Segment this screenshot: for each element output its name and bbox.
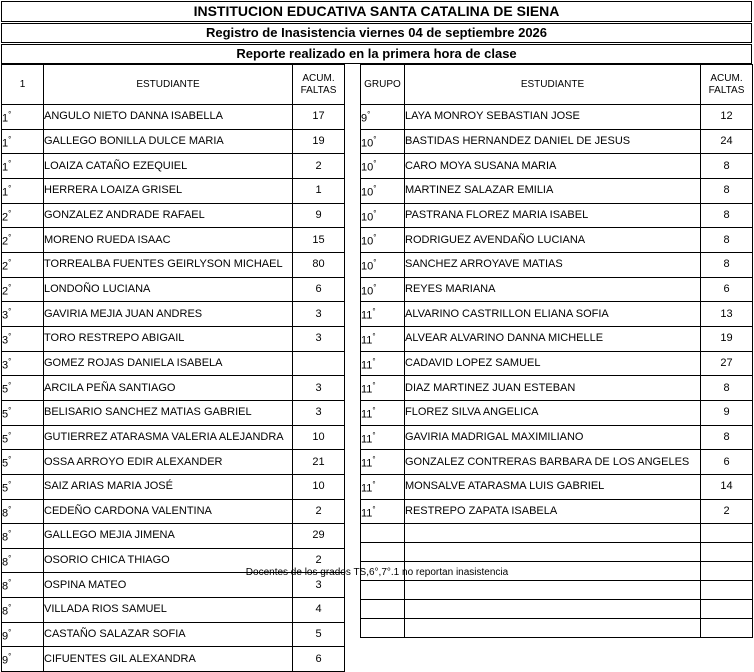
grade-cell xyxy=(2,647,44,672)
faltas-count-cell: 8 xyxy=(701,376,753,401)
table-row xyxy=(361,154,753,179)
student-name-cell: MONSALVE ATARASMA LUIS GABRIEL xyxy=(405,474,701,499)
faltas-count-cell: 9 xyxy=(701,400,753,425)
faltas-count-cell: 19 xyxy=(293,129,345,154)
student-name-cell: HERRERA LOAIZA GRISEL xyxy=(44,178,293,203)
student-name-cell: REYES MARIANA xyxy=(405,277,701,302)
faltas-count-cell: 6 xyxy=(701,450,753,475)
degree-symbol: ° xyxy=(8,159,12,169)
student-name-cell: SANCHEZ ARROYAVE MATIAS xyxy=(405,252,701,277)
faltas-count-cell: 15 xyxy=(293,228,345,253)
student-name-cell: GAVIRIA MADRIGAL MAXIMILIANO xyxy=(405,425,701,450)
table-row xyxy=(2,376,345,401)
student-name-cell: LOAIZA CATAÑO EZEQUIEL xyxy=(44,154,293,179)
grade-cell xyxy=(361,203,405,228)
faltas-count-cell: 10 xyxy=(293,425,345,450)
table-row xyxy=(2,647,345,672)
faltas-count-cell: 6 xyxy=(293,647,345,672)
table-row xyxy=(361,581,753,600)
faltas-count-cell: 12 xyxy=(701,105,753,130)
degree-symbol: ° xyxy=(8,627,12,637)
faltas-count-cell xyxy=(701,600,753,619)
student-name-cell xyxy=(405,543,701,562)
degree-symbol: ° xyxy=(373,257,377,267)
table-row xyxy=(2,129,345,154)
table-row xyxy=(361,524,753,543)
faltas-count-cell xyxy=(701,619,753,638)
grade-number: 9 xyxy=(2,655,9,668)
degree-symbol: ° xyxy=(372,430,376,440)
faltas-column-header: ACUM. FALTAS xyxy=(293,65,345,105)
student-name-cell: GONZALEZ ANDRADE RAFAEL xyxy=(44,203,293,228)
faltas-count-cell xyxy=(701,581,753,600)
grade-number: 5 xyxy=(2,433,9,446)
student-name-cell: TORO RESTREPO ABIGAIL xyxy=(44,326,293,351)
table-row xyxy=(361,277,753,302)
faltas-count-cell: 2 xyxy=(701,499,753,524)
table-row xyxy=(2,400,345,425)
grade-number: 10 xyxy=(361,235,374,248)
student-name-cell: VILLADA RIOS SAMUEL xyxy=(44,598,293,623)
faltas-count-cell: 8 xyxy=(701,252,753,277)
degree-symbol: ° xyxy=(372,455,376,465)
footer-note: Docentes de los grados TS,6°,7°.1 no reportan inasistencia xyxy=(245,567,509,578)
grade-cell xyxy=(361,600,405,619)
table-row xyxy=(2,178,345,203)
grade-cell xyxy=(2,524,44,549)
table-row xyxy=(2,622,345,647)
student-name-cell: CARO MOYA SUSANA MARIA xyxy=(405,154,701,179)
grade-cell xyxy=(2,326,44,351)
faltas-count-cell xyxy=(293,351,345,376)
degree-symbol: ° xyxy=(8,208,12,218)
grade-cell xyxy=(2,129,44,154)
faltas-count-cell: 8 xyxy=(701,203,753,228)
degree-symbol: ° xyxy=(8,529,12,539)
degree-symbol: ° xyxy=(8,331,12,341)
grade-number: 8 xyxy=(2,556,9,569)
faltas-count-cell: 8 xyxy=(701,228,753,253)
table-row xyxy=(361,543,753,562)
right-attendance-table xyxy=(360,64,753,638)
grade-number: 11 xyxy=(361,507,373,520)
student-name-cell: BELISARIO SANCHEZ MATIAS GABRIEL xyxy=(44,400,293,425)
degree-symbol: ° xyxy=(8,405,12,415)
grade-number: 8 xyxy=(2,531,9,544)
report-note: Reporte realizado en la primera hora de clase xyxy=(1,44,752,64)
grade-cell xyxy=(2,302,44,327)
grade-cell xyxy=(2,228,44,253)
table-row xyxy=(2,598,345,623)
grade-cell xyxy=(361,499,405,524)
table-row xyxy=(2,252,345,277)
faltas-count-cell: 1 xyxy=(293,178,345,203)
degree-symbol: ° xyxy=(8,430,12,440)
student-name-cell: CASTAÑO SALAZAR SOFIA xyxy=(44,622,293,647)
faltas-count-cell: 27 xyxy=(701,351,753,376)
grade-number: 5 xyxy=(2,457,9,470)
grade-cell xyxy=(361,105,405,130)
table-row xyxy=(2,154,345,179)
student-name-cell: DIAZ MARTINEZ JUAN ESTEBAN xyxy=(405,376,701,401)
degree-symbol: ° xyxy=(8,455,12,465)
degree-symbol: ° xyxy=(8,381,12,391)
degree-symbol: ° xyxy=(372,504,376,514)
student-column-header: ESTUDIANTE xyxy=(44,65,293,105)
student-name-cell: BASTIDAS HERNANDEZ DANIEL DE JESUS xyxy=(405,129,701,154)
degree-symbol: ° xyxy=(373,159,377,169)
faltas-count-cell: 2 xyxy=(293,548,345,573)
table-row xyxy=(361,203,753,228)
degree-symbol: ° xyxy=(373,282,377,292)
degree-symbol: ° xyxy=(8,356,12,366)
grade-cell xyxy=(361,524,405,543)
student-name-cell: ARCILA PEÑA SANTIAGO xyxy=(44,376,293,401)
faltas-column-header: ACUM. FALTAS xyxy=(701,65,753,105)
table-row xyxy=(361,351,753,376)
degree-symbol: ° xyxy=(373,208,377,218)
grade-cell xyxy=(2,252,44,277)
grade-number: 1 xyxy=(2,186,9,199)
student-name-cell: MORENO RUEDA ISAAC xyxy=(44,228,293,253)
table-row xyxy=(2,351,345,376)
table-row xyxy=(361,619,753,638)
faltas-count-cell: 13 xyxy=(701,302,753,327)
degree-symbol: ° xyxy=(367,110,371,119)
faltas-count-cell: 17 xyxy=(293,105,345,130)
table-header-row xyxy=(361,65,753,105)
faltas-count-cell: 3 xyxy=(293,376,345,401)
grade-cell xyxy=(2,154,44,179)
grade-cell xyxy=(361,474,405,499)
faltas-count-cell: 80 xyxy=(293,252,345,277)
faltas-count-cell: 19 xyxy=(701,326,753,351)
student-name-cell: CEDEÑO CARDONA VALENTINA xyxy=(44,499,293,524)
degree-symbol: ° xyxy=(8,257,12,267)
faltas-count-cell: 8 xyxy=(701,425,753,450)
student-name-cell: TORREALBA FUENTES GEIRLYSON MICHAEL xyxy=(44,252,293,277)
table-row xyxy=(2,326,345,351)
faltas-count-cell: 6 xyxy=(293,277,345,302)
grade-number: 11 xyxy=(361,408,373,421)
grade-cell xyxy=(2,499,44,524)
grade-cell xyxy=(361,400,405,425)
grade-cell xyxy=(2,598,44,623)
grade-cell xyxy=(2,203,44,228)
grade-number: 11 xyxy=(361,359,373,372)
table-row xyxy=(2,105,345,130)
degree-symbol: ° xyxy=(8,652,12,662)
grade-cell xyxy=(361,425,405,450)
faltas-count-cell: 3 xyxy=(293,573,345,598)
grade-number: 8 xyxy=(2,507,9,520)
faltas-count-cell: 3 xyxy=(293,400,345,425)
faltas-count-cell xyxy=(701,524,753,543)
student-name-cell: OSSA ARROYO EDIR ALEXANDER xyxy=(44,450,293,475)
student-name-cell xyxy=(405,600,701,619)
grade-number: 2 xyxy=(2,260,9,273)
student-name-cell: CIFUENTES GIL ALEXANDRA xyxy=(44,647,293,672)
grade-number: 10 xyxy=(361,161,374,174)
register-subtitle: Registro de Inasistencia viernes 04 de septiembre 2026 xyxy=(1,23,752,43)
grade-cell xyxy=(2,376,44,401)
grade-cell xyxy=(2,178,44,203)
grade-cell xyxy=(2,400,44,425)
group-column-header: 1 xyxy=(2,65,44,105)
grade-number: 10 xyxy=(361,211,374,224)
grade-number: 5 xyxy=(2,383,9,396)
student-name-cell: LAYA MONROY SEBASTIAN JOSE xyxy=(405,105,701,130)
table-row xyxy=(361,252,753,277)
grade-number: 10 xyxy=(361,137,374,150)
grade-number: 10 xyxy=(361,260,374,273)
grade-number: 1 xyxy=(2,137,9,150)
grade-cell xyxy=(2,622,44,647)
faltas-count-cell: 2 xyxy=(293,154,345,179)
grade-number: 8 xyxy=(2,605,9,618)
student-name-cell: GONZALEZ CONTRERAS BARBARA DE LOS ANGELES xyxy=(405,450,701,475)
grade-number: 2 xyxy=(2,285,9,298)
grade-cell xyxy=(2,105,44,130)
table-row xyxy=(361,474,753,499)
table-row xyxy=(2,474,345,499)
student-name-cell: LONDOÑO LUCIANA xyxy=(44,277,293,302)
grade-number: 8 xyxy=(2,581,9,594)
faltas-count-cell xyxy=(701,543,753,562)
faltas-count-cell: 10 xyxy=(293,474,345,499)
table-row xyxy=(361,400,753,425)
grade-cell xyxy=(2,450,44,475)
grade-cell xyxy=(361,543,405,562)
student-name-cell: OSORIO CHICA THIAGO xyxy=(44,548,293,573)
grade-cell xyxy=(361,326,405,351)
grade-cell xyxy=(2,474,44,499)
table-row xyxy=(2,524,345,549)
grade-number: 10 xyxy=(361,285,374,298)
grade-number: 11 xyxy=(361,457,373,470)
faltas-count-cell: 29 xyxy=(293,524,345,549)
faltas-count-cell: 5 xyxy=(293,622,345,647)
grade-cell xyxy=(2,425,44,450)
student-name-cell: RODRIGUEZ AVENDAÑO LUCIANA xyxy=(405,228,701,253)
faltas-count-cell: 3 xyxy=(293,326,345,351)
student-name-cell: GALLEGO MEJIA JIMENA xyxy=(44,524,293,549)
table-row xyxy=(361,376,753,401)
grade-cell xyxy=(361,619,405,638)
grade-number: 1 xyxy=(2,161,9,174)
grade-cell xyxy=(2,277,44,302)
student-name-cell: GAVIRIA MEJIA JUAN ANDRES xyxy=(44,302,293,327)
table-row xyxy=(2,203,345,228)
grade-cell xyxy=(361,178,405,203)
table-row xyxy=(2,499,345,524)
grade-number: 11 xyxy=(361,334,373,347)
table-row xyxy=(361,425,753,450)
grade-number: 5 xyxy=(2,408,9,421)
student-name-cell: RESTREPO ZAPATA ISABELA xyxy=(405,499,701,524)
faltas-count-cell: 6 xyxy=(701,277,753,302)
student-name-cell: GOMEZ ROJAS DANIELA ISABELA xyxy=(44,351,293,376)
grade-cell xyxy=(2,351,44,376)
table-row xyxy=(361,228,753,253)
grade-number: 1 xyxy=(2,112,9,125)
student-name-cell: FLOREZ SILVA ANGELICA xyxy=(405,400,701,425)
grade-number: 10 xyxy=(361,186,374,199)
student-name-cell: ALVARINO CASTRILLON ELIANA SOFIA xyxy=(405,302,701,327)
degree-symbol: ° xyxy=(8,504,12,514)
degree-symbol: ° xyxy=(8,603,12,613)
degree-symbol: ° xyxy=(8,134,12,144)
degree-symbol: ° xyxy=(373,183,377,193)
table-row xyxy=(2,228,345,253)
degree-symbol: ° xyxy=(8,282,12,292)
faltas-count-cell: 4 xyxy=(293,598,345,623)
grade-number: 11 xyxy=(361,433,373,446)
degree-symbol: ° xyxy=(8,578,12,588)
school-title: INSTITUCION EDUCATIVA SANTA CATALINA DE SIENA xyxy=(1,1,752,22)
degree-symbol: ° xyxy=(8,479,12,489)
faltas-count-cell: 3 xyxy=(293,302,345,327)
table-row xyxy=(2,302,345,327)
grade-number: 11 xyxy=(361,482,373,495)
student-name-cell: CADAVID LOPEZ SAMUEL xyxy=(405,351,701,376)
grade-cell xyxy=(361,581,405,600)
grade-number: 2 xyxy=(2,211,9,224)
table-row xyxy=(361,105,753,130)
grade-number: 11 xyxy=(361,309,373,322)
student-name-cell xyxy=(405,581,701,600)
faltas-count-cell: 9 xyxy=(293,203,345,228)
student-name-cell: GUTIERREZ ATARASMA VALERIA ALEJANDRA xyxy=(44,425,293,450)
table-row xyxy=(361,302,753,327)
grade-cell xyxy=(361,129,405,154)
student-name-cell: OSPINA MATEO xyxy=(44,573,293,598)
table-row xyxy=(2,425,345,450)
grade-cell xyxy=(361,450,405,475)
table-row xyxy=(2,450,345,475)
student-name-cell xyxy=(405,524,701,543)
grade-number: 3 xyxy=(2,309,9,322)
degree-symbol: ° xyxy=(372,405,376,415)
grade-number: 2 xyxy=(2,235,9,248)
grade-number: 9 xyxy=(2,630,9,643)
faltas-count-cell: 8 xyxy=(701,154,753,179)
student-name-cell: ANGULO NIETO DANNA ISABELLA xyxy=(44,105,293,130)
degree-symbol: ° xyxy=(372,479,376,489)
student-name-cell: GALLEGO BONILLA DULCE MARIA xyxy=(44,129,293,154)
degree-symbol: ° xyxy=(372,356,376,366)
degree-symbol: ° xyxy=(373,233,377,243)
faltas-count-cell: 24 xyxy=(701,129,753,154)
student-name-cell: SAIZ ARIAS MARIA JOSÉ xyxy=(44,474,293,499)
grade-cell xyxy=(361,277,405,302)
table-row xyxy=(361,326,753,351)
grade-cell xyxy=(361,252,405,277)
table-row xyxy=(361,499,753,524)
grade-cell xyxy=(361,351,405,376)
degree-symbol: ° xyxy=(8,110,12,119)
faltas-count-cell: 14 xyxy=(701,474,753,499)
table-row xyxy=(361,600,753,619)
student-name-cell: ALVEAR ALVARINO DANNA MICHELLE xyxy=(405,326,701,351)
grade-cell xyxy=(361,302,405,327)
table-row xyxy=(361,450,753,475)
table-header-row xyxy=(2,65,345,105)
degree-symbol: ° xyxy=(372,331,376,341)
grade-cell xyxy=(361,376,405,401)
degree-symbol: ° xyxy=(8,307,12,317)
student-column-header: ESTUDIANTE xyxy=(405,65,701,105)
grade-cell xyxy=(361,228,405,253)
grade-cell xyxy=(361,154,405,179)
grade-number: 5 xyxy=(2,482,9,495)
faltas-count-cell: 21 xyxy=(293,450,345,475)
table-row xyxy=(361,178,753,203)
degree-symbol: ° xyxy=(8,233,12,243)
degree-symbol: ° xyxy=(373,134,377,144)
grade-number: 3 xyxy=(2,334,9,347)
student-name-cell xyxy=(405,619,701,638)
student-name-cell: MARTINEZ SALAZAR EMILIA xyxy=(405,178,701,203)
faltas-count-cell: 8 xyxy=(701,178,753,203)
table-row xyxy=(2,277,345,302)
table-row xyxy=(361,129,753,154)
degree-symbol: ° xyxy=(372,307,376,317)
degree-symbol: ° xyxy=(8,183,12,193)
student-name-cell: PASTRANA FLOREZ MARIA ISABEL xyxy=(405,203,701,228)
degree-symbol: ° xyxy=(8,553,12,563)
grade-number: 11 xyxy=(361,383,373,396)
group-column-header: GRUPO xyxy=(361,65,405,105)
faltas-count-cell: 2 xyxy=(293,499,345,524)
grade-number: 9 xyxy=(361,112,368,125)
degree-symbol: ° xyxy=(372,381,376,391)
left-attendance-table xyxy=(1,64,345,672)
grade-number: 3 xyxy=(2,359,9,372)
